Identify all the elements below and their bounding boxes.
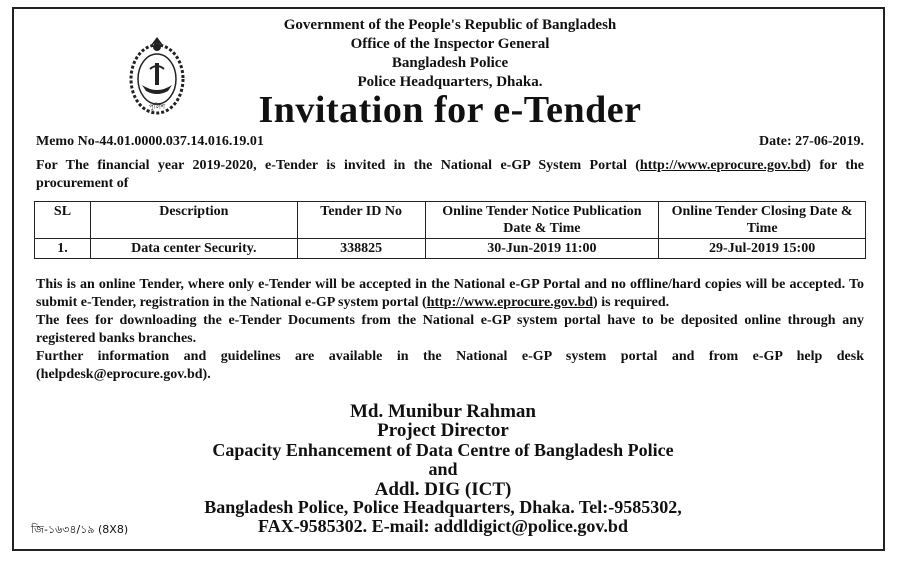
memo-number: Memo No-44.01.0000.037.14.016.19.01 <box>36 134 264 149</box>
cell-description: Data center Security. <box>90 239 297 259</box>
header-govt: Government of the People's Republic of Bangladesh <box>283 17 617 33</box>
memo-date: Date: 27-06-2019. <box>759 134 864 149</box>
body-text <box>36 276 864 384</box>
signatory-address: Bangladesh Police, Police Headquarters, Dhaka. Tel:-9585302, <box>204 497 682 517</box>
signatory-addl: Addl. DIG (ICT) <box>374 479 512 500</box>
signatory-contact: FAX-9585302. E-mail: addldigict@police.gov.bd <box>258 516 628 536</box>
cell-publication-date: 30-Jun-2019 11:00 <box>425 239 659 259</box>
signatory-and: and <box>428 459 458 479</box>
col-publication-date: Online Tender Notice Publication Date & Time <box>425 202 659 239</box>
signatory-title: Project Director <box>377 420 509 441</box>
header-office: Office of the Inspector General <box>350 36 550 52</box>
eprocure-link-2[interactable]: http://www.eprocure.gov.bd <box>426 295 594 310</box>
intro-paragraph: For The financial year 2019-2020, e-Tender is invited in the National e-GP System Portal (http://www.eprocure.gov.bd) for the procurement of <box>36 158 864 191</box>
table-header-row <box>35 202 866 239</box>
paragraph-fees: The fees for downloading the e-Tender Documents from the National e-GP system portal have to be deposited online through any registered banks branches. <box>36 313 864 346</box>
col-description: Description <box>90 202 297 239</box>
cell-sl: 1. <box>35 239 91 259</box>
paragraph-further-info: Further information and guidelines are available in the National e-GP system portal and from e-GP help desk (helpdesk@eprocure.gov.bd). <box>36 349 864 382</box>
footnote-code: জি-১৬৩৪/১৯ (8X8) <box>31 523 129 536</box>
eprocure-link[interactable]: http://www.eprocure.gov.bd <box>639 158 807 173</box>
signatory-org: Capacity Enhancement of Data Centre of Bangladesh Police <box>212 440 674 460</box>
page-title: Invitation for e-Tender <box>258 89 642 131</box>
col-sl: SL <box>35 202 91 239</box>
cell-tender-id: 338825 <box>297 239 425 259</box>
emblem-label: পুলিশ <box>148 103 166 111</box>
cell-closing-date: 29-Jul-2019 15:00 <box>659 239 866 259</box>
signatory-name: Md. Munibur Rahman <box>349 401 536 422</box>
paragraph-online-tender: This is an online Tender, where only e-Tender will be accepted in the National e-GP Portal and no offline/hard copies will be accepted. To submit e-Tender, registration in the National e-GP system portal (http://www.eprocure.gov.bd) is required. <box>36 277 864 310</box>
col-closing-date: Online Tender Closing Date & Time <box>659 202 866 239</box>
table-row <box>35 239 866 259</box>
col-tender-id: Tender ID No <box>297 202 425 239</box>
header-hq: Police Headquarters, Dhaka. <box>357 74 543 90</box>
header-police: Bangladesh Police <box>391 55 509 71</box>
tender-table <box>34 201 866 259</box>
